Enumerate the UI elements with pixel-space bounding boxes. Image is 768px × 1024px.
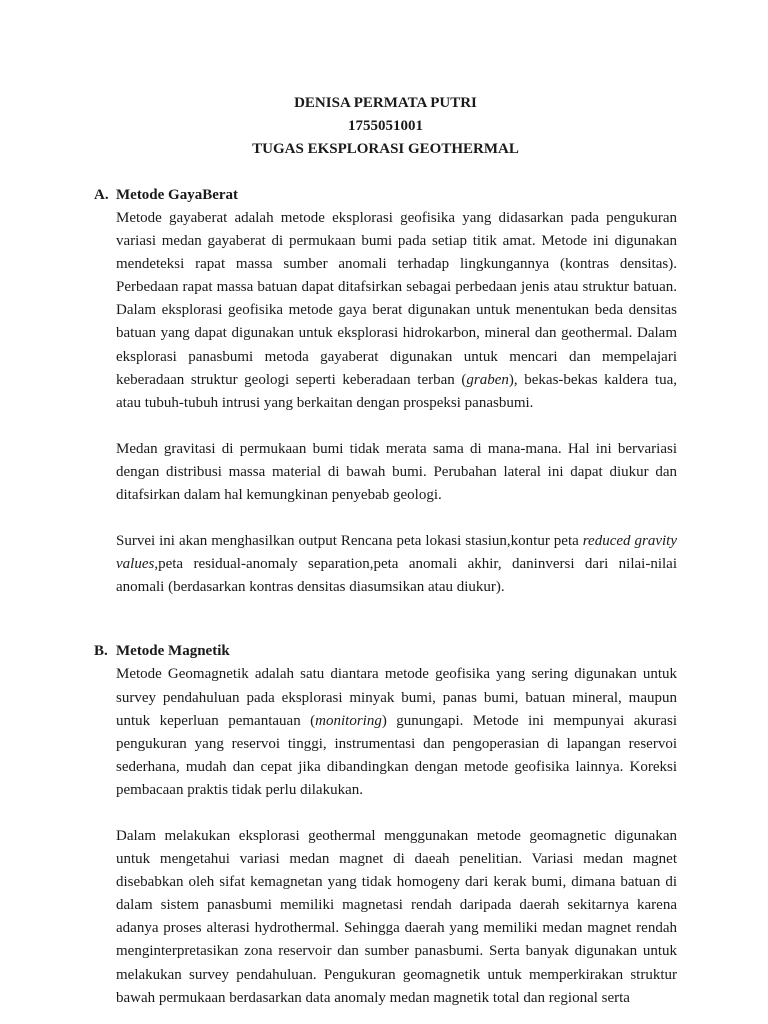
section-a-paragraph-1 [116, 207, 677, 415]
text-run: ,peta residual-anomaly separation,peta anomali akhir, daninversi dari nilai-nilai anomali (berdasarkan kontras densitas diasumsikan atau diukur). [116, 556, 677, 596]
document-title: TUGAS EKSPLORASI GEOTHERMAL [252, 141, 519, 157]
italic-term-monitoring: monitoring [315, 712, 382, 729]
section-a-body [94, 207, 677, 599]
text-run: ), bekas-bekas kaldera tua, atau tubuh-tubuh intrusi yang berkaitan dengan prospeksi panasbumi. [116, 371, 677, 411]
section-a-heading [94, 184, 677, 207]
text-run: Metode gayaberat adalah metode eksplorasi geofisika yang didasarkan pada pengukuran variasi medan gayaberat di permukaan bumi pada setiap titik amat. Metode ini digunakan mendeteksi rapat massa sumber anomali terhadap lingkungannya (kontras densitas). Perbedaan rapat massa batuan dapat ditafsirkan sebagai perbedaan jenis atau struktur batuan. Dalam eksplorasi geofisika metode gaya berat digunakan untuk menentukan beda densitas batuan yang dapat digunakan untuk eksplorasi hidrokarbon, mineral dan geothermal. Dalam eksplorasi panasbumi metoda gayaberat digunakan untuk mencari dan mempelajari keberadaan struktur geologi seperti keberadaan terban ( [116, 210, 677, 388]
section-a-paragraph-3 [116, 530, 677, 599]
section-a-letter: A. [94, 187, 109, 203]
text-run: Metode Geomagnetik adalah satu diantara metode geofisika yang sering digunakan untuk survey pendahuluan pada eksplorasi minyak bumi, panas bumi, batuan mineral, maupun untuk keperluan pemantauan ( [116, 666, 677, 729]
section-b-paragraph-1 [116, 663, 677, 802]
italic-term-graben: graben [466, 371, 509, 388]
text-run: ) gunungapi. Metode ini mempunyai akurasi pengukuran yang reservoi tinggi, instrumentasi dan pengoperasian di lapangan reservoi sederhana, mudah dan cepat jika dibandingkan dengan metode geofisika lainnya. Koreksi pembacaan praktis tidak perlu dilakukan. [116, 712, 678, 798]
section-b-title: Metode Magnetik [116, 643, 230, 660]
section-a-title: Metode GayaBerat [116, 187, 239, 203]
text-run: Survei ini akan menghasilkan output Rencana peta lokasi stasiun,kontur peta [116, 533, 583, 550]
section-b-body [94, 663, 677, 1009]
section-magnetik [94, 640, 677, 1009]
author-name: DENISA PERMATA PUTRI [294, 95, 477, 111]
section-b-heading [94, 640, 677, 663]
section-gaya-berat [94, 184, 677, 599]
section-a-paragraph-2: Medan gravitasi di permukaan bumi tidak merata sama di mana-mana. Hal ini bervariasi dengan distribusi massa material di bawah bumi. Perubahan lateral ini dapat diukur dan ditafsirkan dalam hal kemungkinan penyebab geologi. [116, 440, 677, 504]
document-header [94, 92, 677, 161]
student-id: 1755051001 [348, 118, 423, 134]
section-b-paragraph-2: Dalam melakukan eksplorasi geothermal menggunakan metode geomagnetic digunakan untuk mengetahui variasi medan magnet di daeah penelitian. Variasi medan magnet disebabkan oleh sifat kemagnetan yang tidak homogeny dari kerak bumi, dimana batuan di dalam sistem panasbumi memiliki magnetasi rendah daripada daerah sekitarnya karena adanya proses alterasi hydrothermal. Sehingga daerah yang memiliki medan magnet rendah menginterpretasikan zona reservoir dan sumber panasbumi. Serta banyak digunakan untuk melakukan survey pendahuluan. Pengukuran geomagnetik untuk memperkirakan struktur bawah permukaan berdasarkan data anomaly medan magnetik total dan regional serta [116, 827, 677, 1006]
section-b-letter: B. [94, 643, 108, 660]
italic-term-reduced-gravity: reduced gravity values [116, 533, 677, 573]
